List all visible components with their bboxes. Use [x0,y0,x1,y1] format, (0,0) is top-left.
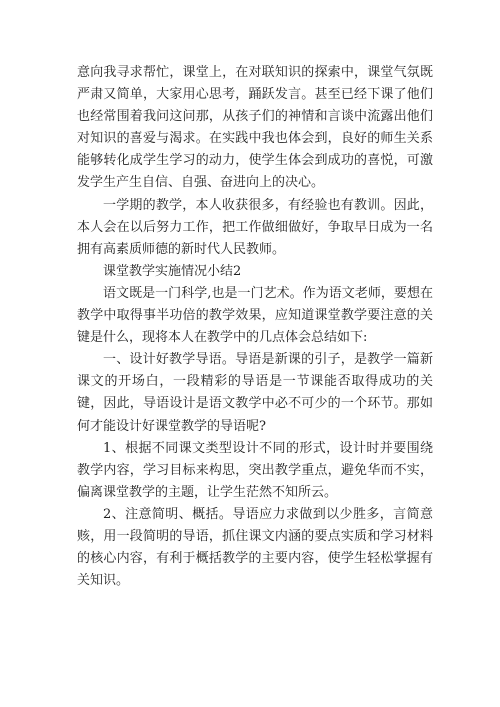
paragraph-1: 意向我寻求帮忙，课堂上，在对联知识的探索中，课堂气氛既严肃又简单，大家用心思考，踊跃发言。甚至已经下课了他们也经常围着我问这问那，从孩子们的神情和言谈中流露出他们对知识的喜爱与渴求。在实践中我也体会到，良好的师生关系能够转化成学生学习的动力，使学生体会到成功的喜悦，可激发学生产生自信、自强、奋进向上的决心。 [77,65,433,191]
paragraph-6: 2、注意简明、概括。导语应力求做到以少胜多，言简意赅，用一段简明的导语，抓住课文内涵的要点实质和学习材料的核心内容，有利于概括教学的主要内容，使学生轻松掌握有关知识。 [77,506,433,589]
section-heading: 课堂教学实施情况小结2 [103,263,242,279]
paragraph-2: 一学期的教学，本人收获很多，有经验也有教训。因此，本人会在以后努力工作，把工作做细做好，争取早日成为一名拥有高素质师德的新时代人民教师。 [77,197,433,257]
paragraph-5: 1、根据不同课文类型设计不同的形式，设计时并要围绕教学内容，学习目标来构思，突出教学重点，避免华而不实，偏离课堂教学的主题，让学生茫然不知所云。 [77,440,433,500]
paragraph-4: 一、设计好教学导语。导语是新课的引子，是教学一篇新课文的开场白，一段精彩的导语是一节课能否取得成功的关键，因此，导语设计是语文教学中必不可少的一个环节。那如何才能设计好课堂教学的导语呢? [77,352,433,434]
document-body [77,62,433,592]
paragraph-3: 语文既是一门科学,也是一门艺术。作为语文老师，要想在教学中取得事半功倍的教学效果，应知道课堂教学要注意的关键是什么，现将本人在教学中的几点体会总结如下: [77,285,433,346]
